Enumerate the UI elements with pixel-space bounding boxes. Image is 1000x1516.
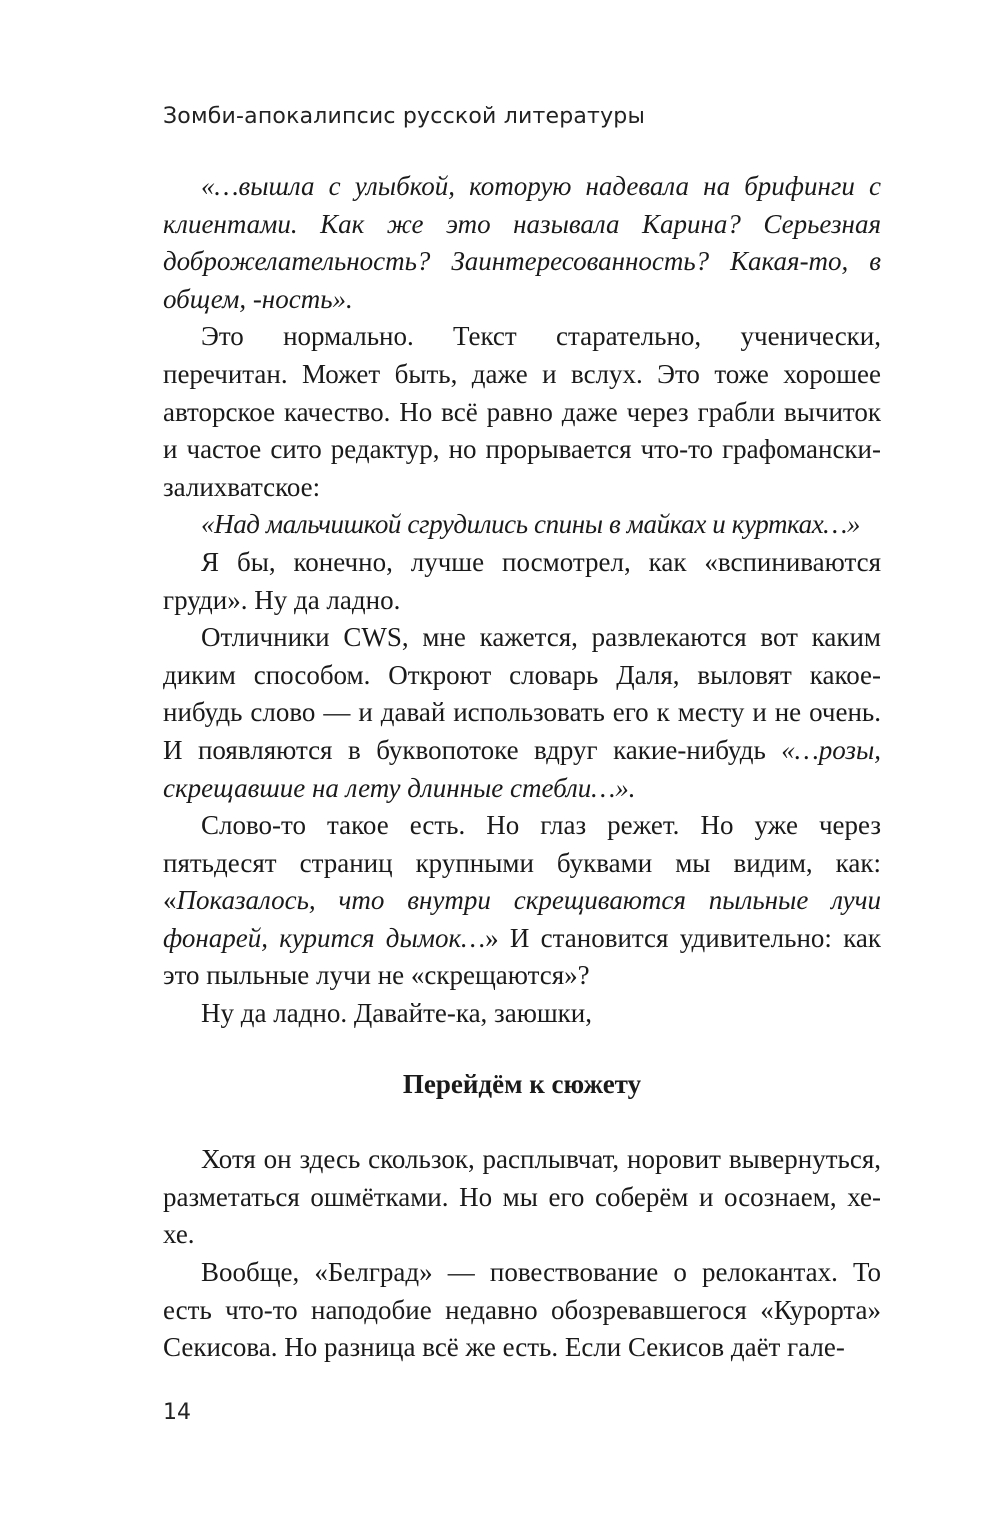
paragraph: Ну да ладно. Давайте-ка, заюшки, xyxy=(201,998,592,1029)
paragraph: Это нормально. Текст старательно, ученически, перечитан. Может быть, даже и вслух. Это тоже хорошее авторское качество. Но всё равно даже через грабли вычиток и частое сито редактур, но прорывается что-то графомански-залихватское: xyxy=(163,321,881,502)
paragraph-text: » И становится удивительно: как это пыльные лучи не «скрещаются»? xyxy=(163,922,882,991)
page-number: 14 xyxy=(163,1400,191,1425)
quote-paragraph: «…вышла с улыбкой, которую надевала на брифинги с клиентами. Как же это называла Карина? Серьезная доброжелательность? Заинтересованность? Какая-то, в общем, -ность». xyxy=(163,171,881,314)
paragraph-text: Отличники CWS, мне кажется, развлекаются вот каким диким способом. Откроют словарь Даля, выловят какое-нибудь слово — и давай использовать его к месту и не очень. И появляются в буквопотоке вдруг какие-нибудь xyxy=(163,622,881,765)
inline-quote: «…розы, скрещавшие на лету длинные стебли…». xyxy=(163,734,881,803)
paragraph: Я бы, конечно, лучше посмотрел, как «вспиниваются груди». Ну да ладно. xyxy=(163,546,881,615)
section-heading: Перейдём к сюжету xyxy=(402,1068,642,1099)
paragraph-text: Слово-то такое есть. Но глаз режет. Но уже через пятьдесят страниц крупными буквами мы видим, как: « xyxy=(163,810,881,916)
paragraph xyxy=(163,807,881,995)
body-text xyxy=(163,168,881,1367)
paragraph: Хотя он здесь скользок, расплывчат, норовит вывернуться, разметаться ошмётками. Но мы его соберём и осознаем, хе-хе. xyxy=(163,1144,881,1250)
quote-paragraph: «Над мальчишкой сгрудились спины в майках и куртках…» xyxy=(201,509,861,540)
paragraph xyxy=(163,619,881,807)
inline-quote: Показалось, что внутри скрещиваются пыльные лучи фонарей, курится дымок… xyxy=(163,885,881,953)
paragraph: Вообще, «Белград» — повествование о релокантах. То есть что-то наподобие недавно обозревавшегося «Курорта» Секисова. Но разница всё же есть. Если Секисов даёт гале- xyxy=(163,1257,881,1363)
running-head: Зомби-апокалипсис русской литературы xyxy=(163,104,646,129)
